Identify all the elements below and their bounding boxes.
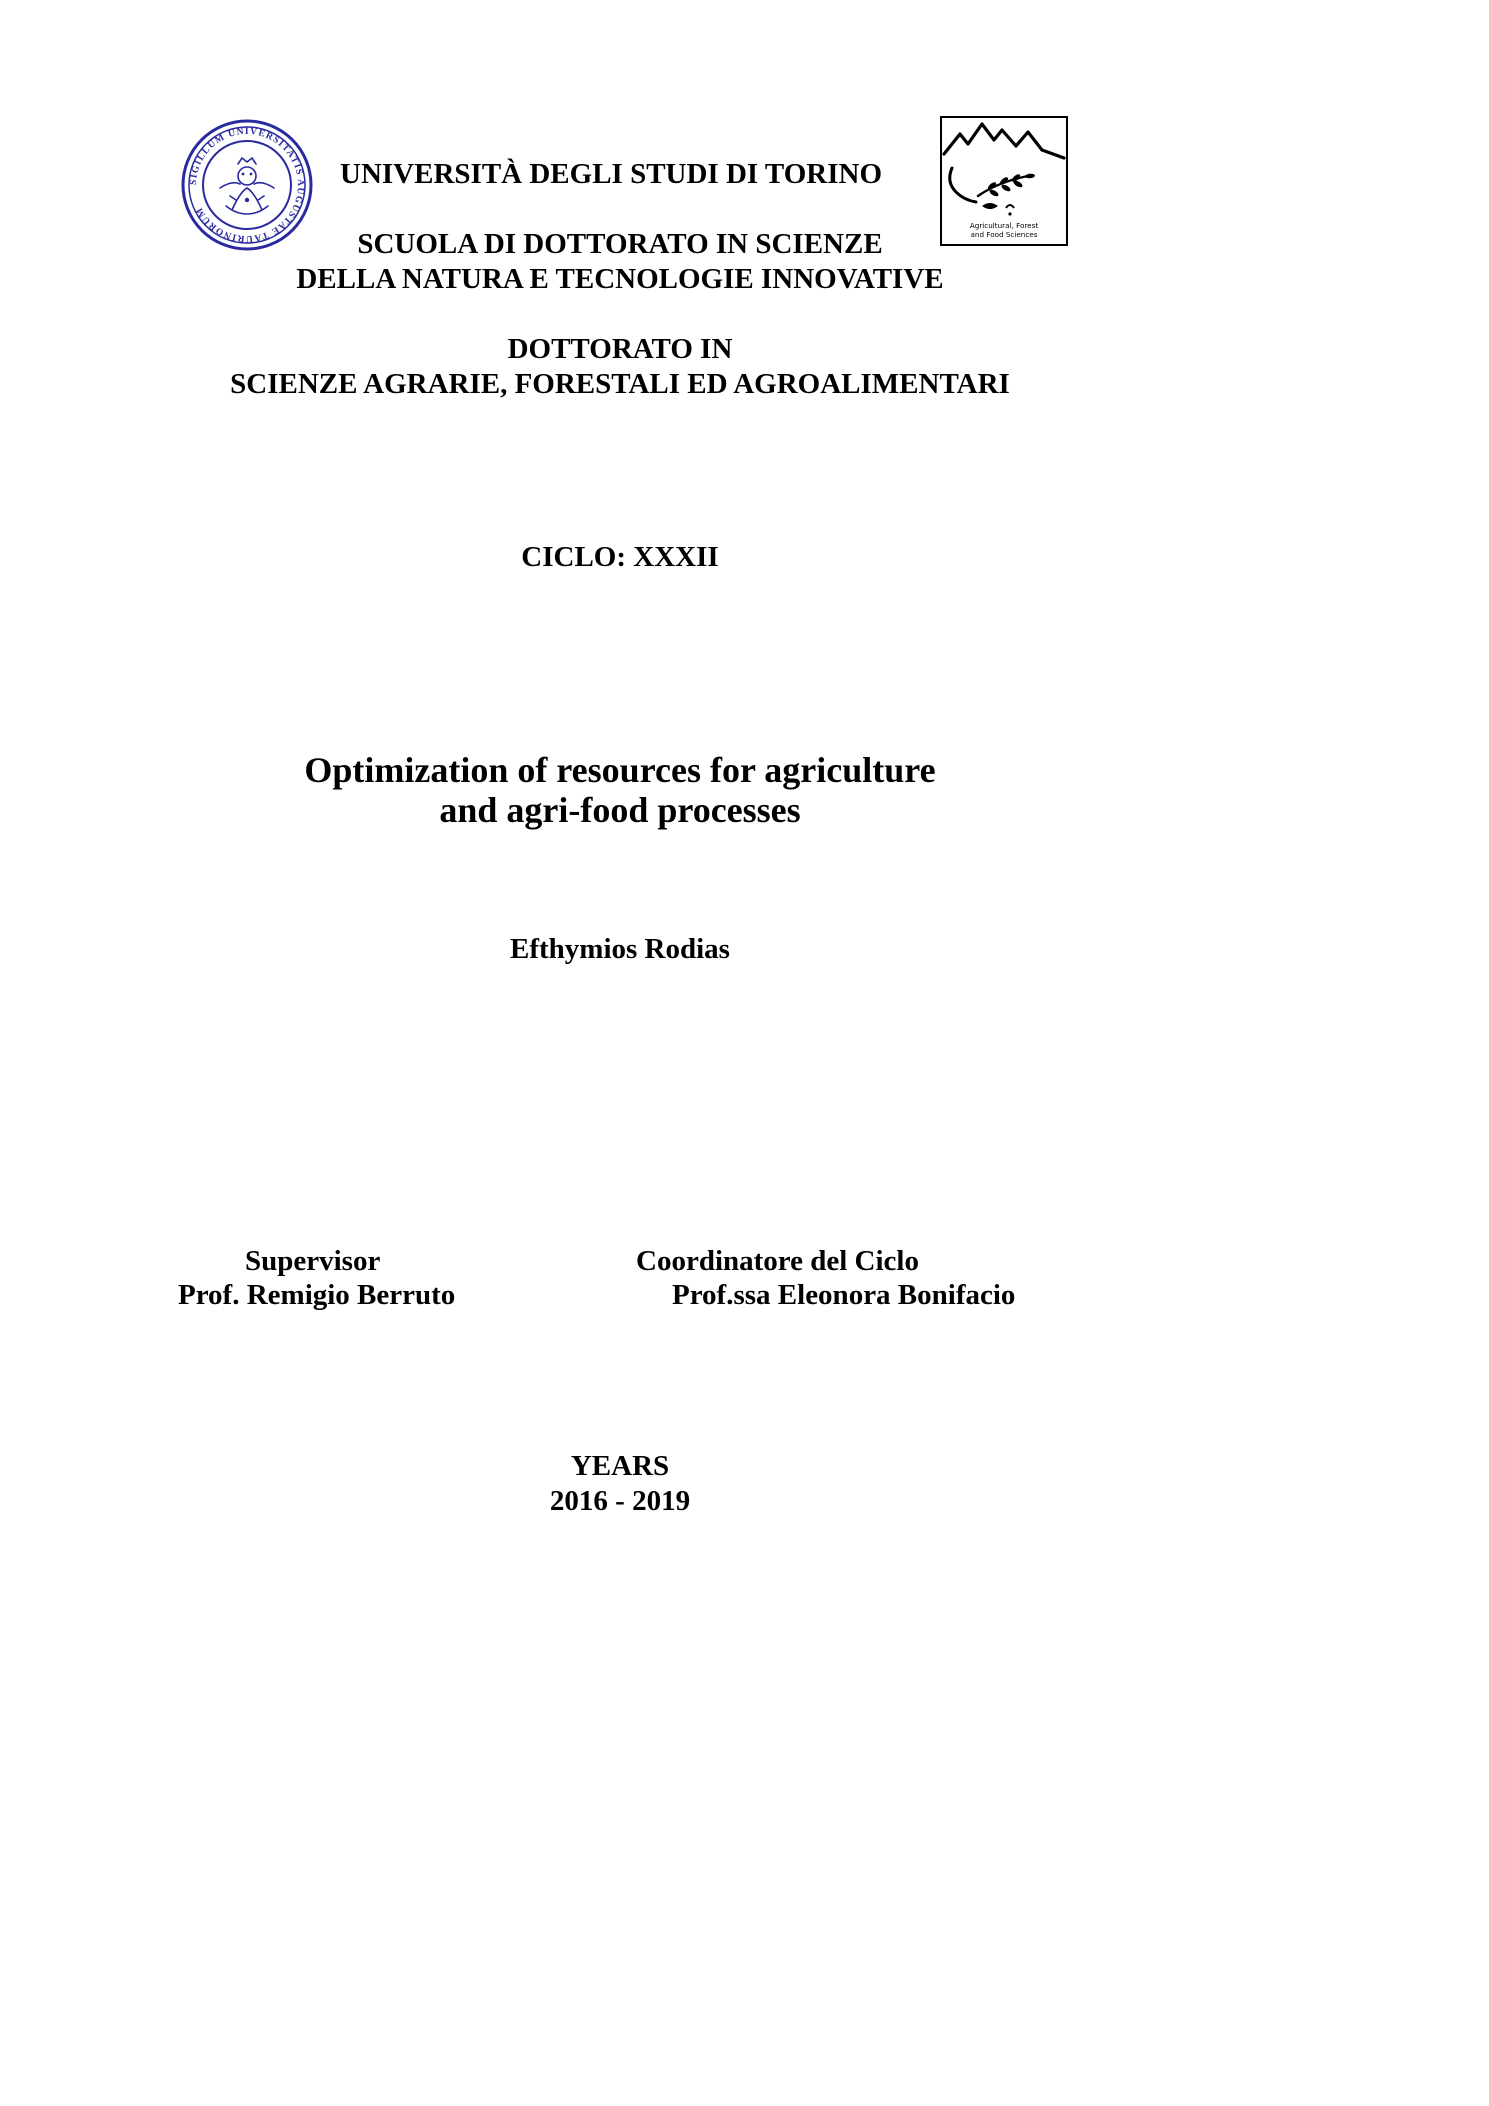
seal-ring-text: SIGILLUM UNIVERSITATIS AUGUSTAE TAURINORUM: [188, 126, 306, 244]
department-logo-caption-line1: Agricultural, Forest: [969, 221, 1039, 230]
thesis-title-line1: Optimization of resources for agriculture: [304, 750, 936, 790]
mountain-wheat-icon: [942, 118, 1066, 244]
doctorate-line2: SCIENZE AGRARIE, FORESTALI ED AGROALIMENTARI: [230, 368, 1010, 400]
coordinator-name: Prof.ssa Eleonora Bonifacio: [672, 1279, 1016, 1311]
author-name: Efthymios Rodias: [510, 933, 730, 965]
school-name-line2: DELLA NATURA E TECNOLOGIE INNOVATIVE: [296, 263, 944, 295]
university-name: UNIVERSITÀ DEGLI STUDI DI TORINO: [340, 158, 883, 190]
school-name-line1: SCUOLA DI DOTTORATO IN SCIENZE: [357, 228, 883, 260]
supervisor-role: Supervisor: [245, 1245, 381, 1277]
department-logo-caption-line2: and Food Sciences: [970, 230, 1038, 239]
cycle-label: CICLO: XXXII: [521, 541, 719, 573]
doctorate-line1: DOTTORATO IN: [507, 333, 733, 365]
years-range: 2016 - 2019: [549, 1485, 691, 1517]
supervisor-name: Prof. Remigio Berruto: [178, 1279, 456, 1311]
thesis-title-line2: and agri-food processes: [439, 790, 801, 830]
department-logo: [940, 116, 1068, 246]
coordinator-role: Coordinatore del Ciclo: [636, 1245, 919, 1277]
years-label: YEARS: [570, 1450, 670, 1482]
